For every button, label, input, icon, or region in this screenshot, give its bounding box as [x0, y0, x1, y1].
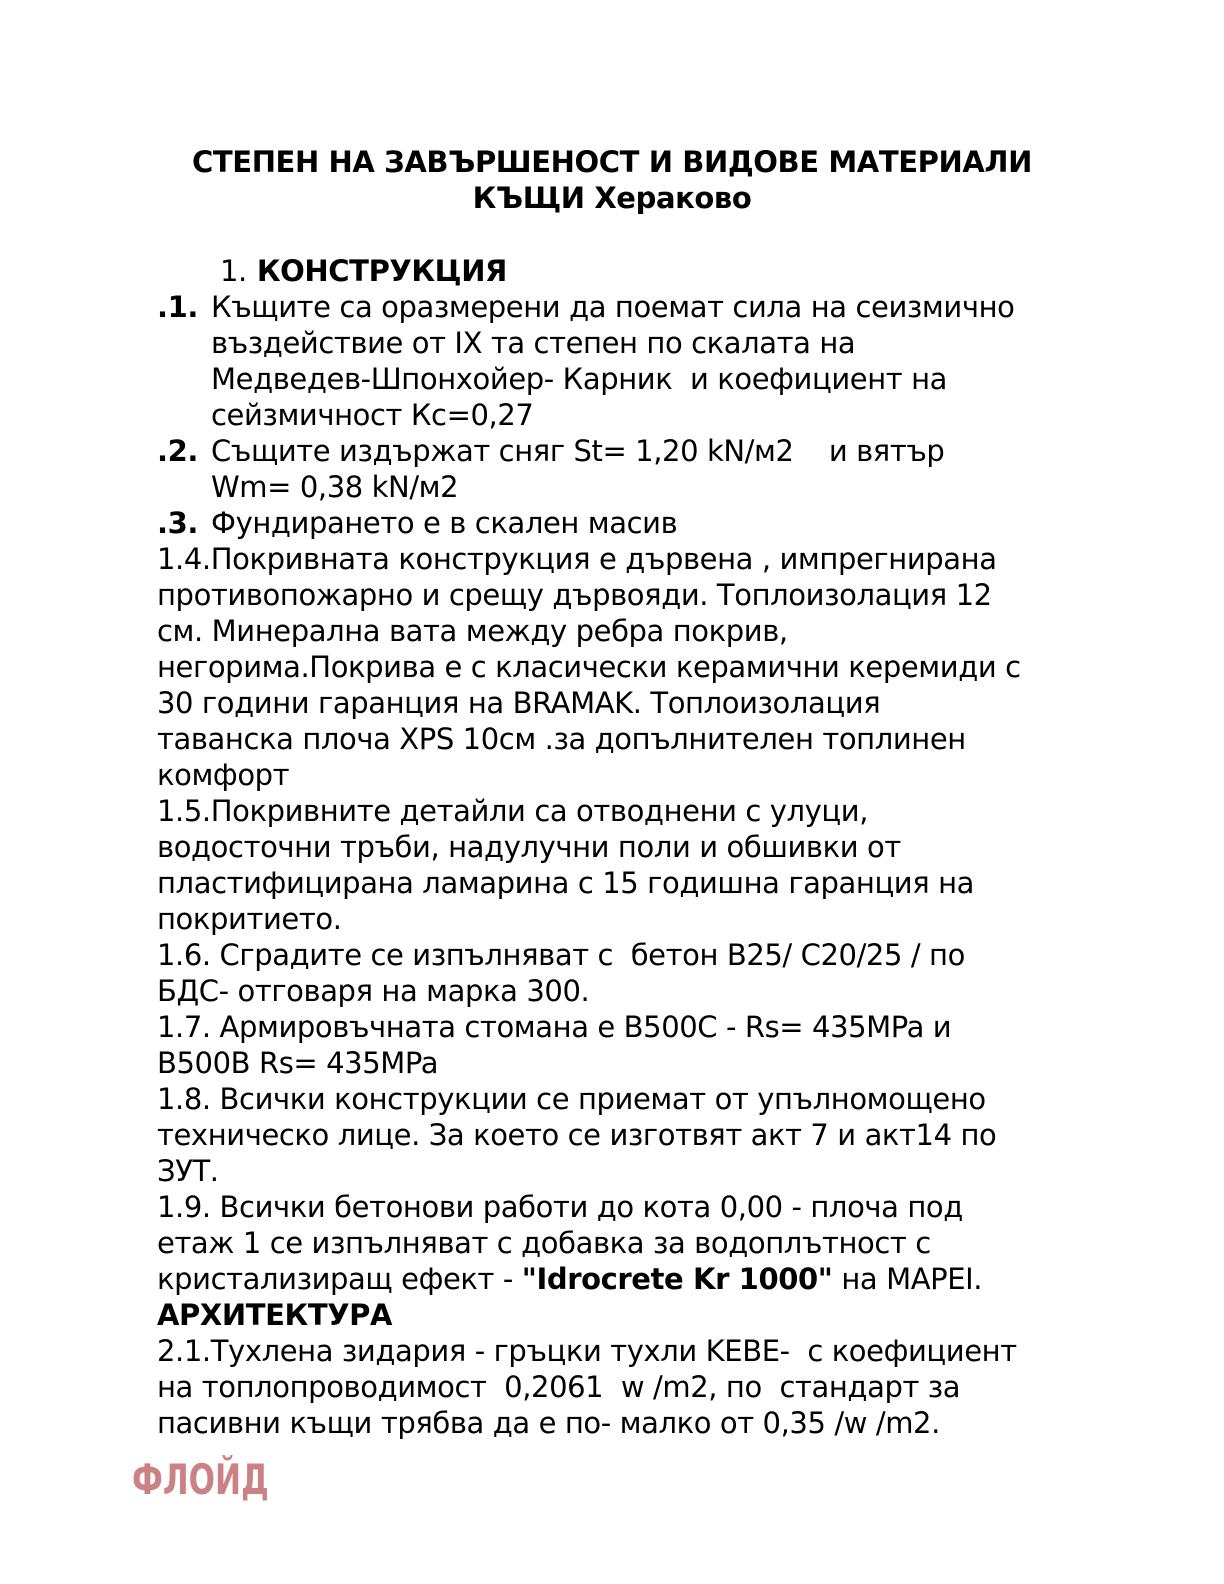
list-item-2: [157, 433, 1147, 505]
section-number: 1.: [220, 254, 247, 288]
section-heading-architecture: АРХИТЕКТУРА: [157, 1298, 393, 1332]
paragraph-1-6-text: 1.6. Сградите се изпълняват с бетон В25/ С20/25 / по БДС- отговаря на марка 300.: [157, 938, 965, 1008]
document-title: [0, 144, 1224, 216]
title-line-1: СТЕПЕН НА ЗАВЪРШЕНОСТ И ВИДОВЕ МАТЕРИАЛИ: [192, 145, 1032, 179]
paragraph-1-6: [157, 937, 1147, 1009]
title-line-2: КЪЩИ Хераково: [472, 181, 752, 215]
paragraph-1-9: [157, 1189, 1147, 1297]
list-marker-1: .1.: [157, 290, 199, 324]
paragraph-1-9-text: 1.9. Всички бетонови работи до кота 0,00 - плоча под етаж 1 се изпълняват с добавка за водоплътност с: [157, 1190, 963, 1260]
paragraph-1-8-text: 1.8. Всички конструкции се приемат от упълномощено техническо лице. За което се изготвят акт 7 и акт14 по ЗУТ.: [157, 1082, 997, 1188]
list-item-2-text: Същите издържат сняг St= 1,20 kN/м2 и вятър Wm= 0,38 kN/м2: [211, 434, 945, 504]
document-body: [157, 289, 1147, 1441]
paragraph-1-9-line3-post: на MAPEI.: [832, 1262, 983, 1296]
paragraph-1-9-line3-pre: кристализиращ ефект -: [157, 1262, 522, 1296]
paragraph-1-4-text: 1.4.Покривната конструкция е дървена , импрегнирана противопожарно и срещу дървояди. Топлоизолация 12 см. Минерална вата между ребра покрив, негорима.Покрива е с класически керамични керемиди с 30 години гаранция на BRAMAK. Топлоизолация таванска плоча XPS 10см .за допълнителен топлинен комфорт: [157, 542, 1021, 792]
floyd-watermark-logo: ФЛОЙД: [132, 1455, 269, 1504]
paragraph-1-7-text: 1.7. Армировъчната стомана е B500C - Rs= 435MPa и B500B Rs= 435MPa: [157, 1010, 952, 1080]
section-heading-construction: [220, 253, 507, 289]
list-item-3-text: Фундирането е в скален масив: [211, 506, 678, 540]
list-item-1: [157, 289, 1147, 433]
paragraph-1-7: [157, 1009, 1147, 1081]
paragraph-2-1: [157, 1333, 1147, 1441]
list-marker-3: .3.: [157, 506, 199, 540]
section-label: КОНСТРУКЦИЯ: [256, 254, 507, 288]
paragraph-1-5-text: 1.5.Покривните детайли са отводнени с улуци, водосточни тръби, надулучни поли и обшивки от пластифицирана ламарина с 15 годишна гаранция на покритието.: [157, 794, 975, 936]
paragraph-1-8: [157, 1081, 1147, 1189]
list-item-3: [157, 505, 1147, 541]
paragraph-1-5: [157, 793, 1147, 937]
list-marker-2: .2.: [157, 434, 199, 468]
paragraph-1-4: [157, 541, 1147, 793]
list-item-1-text: Къщите са оразмерени да поемат сила на сеизмично въздействие от IX та степен по скалата на Медведев-Шпонхойер- Карник и коефициент на сейзмичност Кс=0,27: [211, 290, 1015, 432]
paragraph-2-1-text: 2.1.Тухлена зидария - гръцки тухли KEBE- с коефициент на топлопроводимост 0,2061 w /m2, по стандарт за пасивни къщи трябва да е по- малко от 0,35 /w /m2.: [157, 1334, 1017, 1440]
product-name-bold: "Idrocrete Kr 1000": [521, 1262, 833, 1296]
